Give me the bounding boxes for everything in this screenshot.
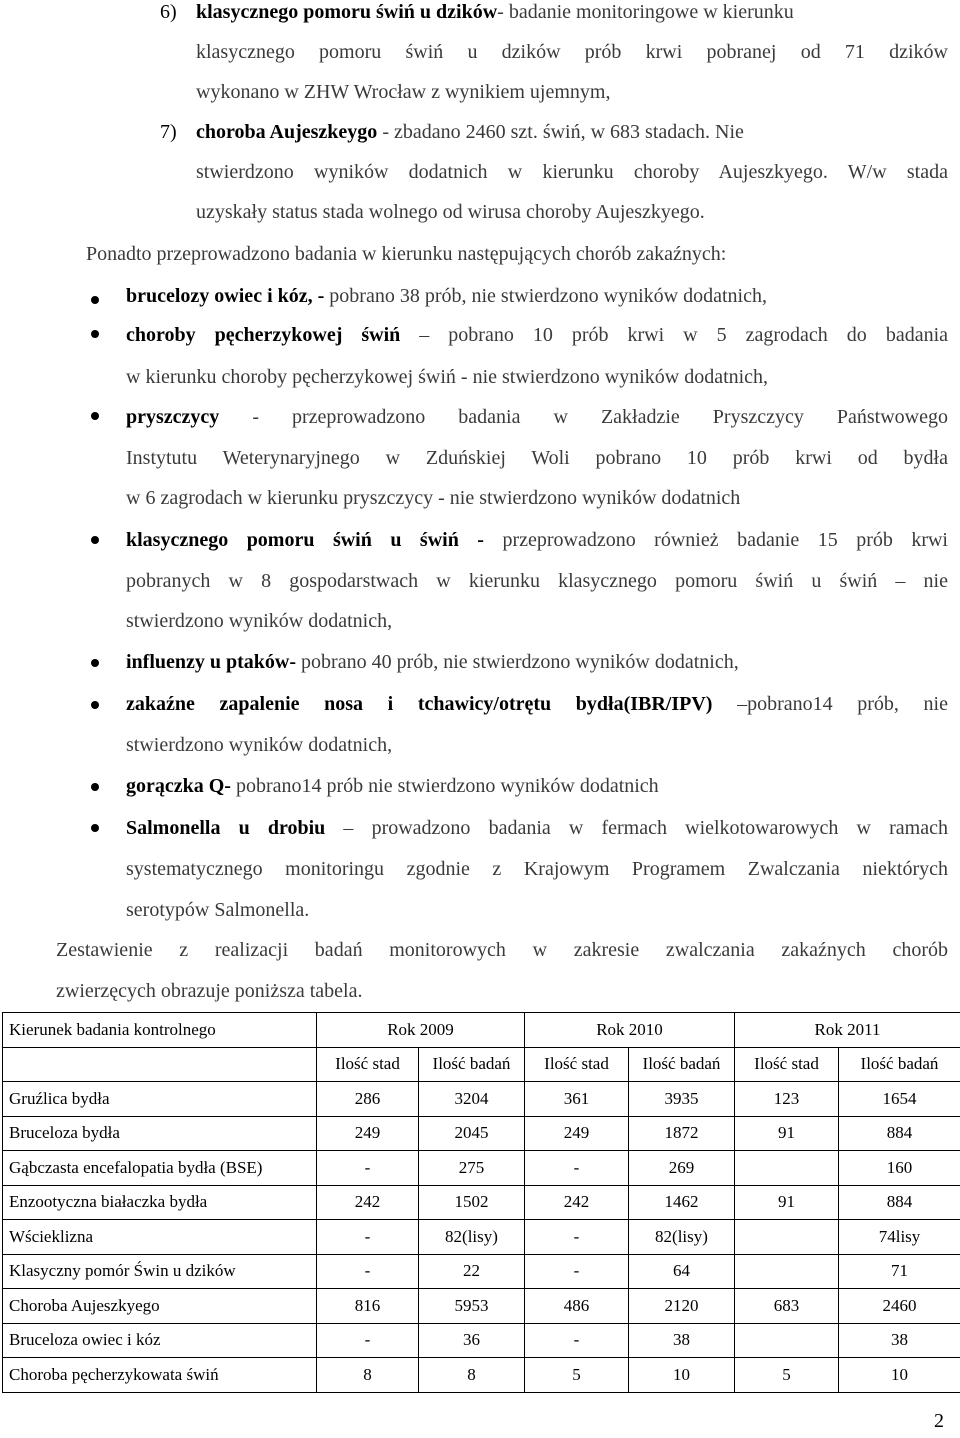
bullet-4-line-2: pobranych w 8 gospodarstwach w kierunku klasycznego pomoru świń u świń – nie xyxy=(126,570,948,592)
table-subheader-row xyxy=(3,1047,960,1082)
item-6-number: 6) xyxy=(160,1,177,23)
bullet-icon xyxy=(91,296,99,304)
table-row xyxy=(3,1358,960,1393)
bullet-5-line-1 xyxy=(126,650,739,674)
table-cell: - xyxy=(317,1323,419,1358)
table-cell: 1502 xyxy=(419,1185,525,1220)
bullet-icon xyxy=(91,659,99,667)
header-year-2011: Rok 2011 xyxy=(735,1013,960,1048)
table-cell: 249 xyxy=(525,1116,629,1151)
table-cell: 38 xyxy=(839,1323,960,1358)
bullet-2-line-2: w kierunku choroby pęcherzykowej świń - nie stwierdzono wyników dodatnich, xyxy=(126,366,769,388)
table-cell: 82(lisy) xyxy=(629,1220,735,1255)
bullet-8-text: – prowadzono badania w fermach wielkotowarowych w ramach xyxy=(325,817,948,839)
subheader-cell: Ilość badań xyxy=(419,1047,525,1082)
table-cell: 3935 xyxy=(629,1082,735,1117)
table-cell: 242 xyxy=(317,1185,419,1220)
item-7-line-1 xyxy=(196,120,744,144)
table-cell xyxy=(735,1151,839,1186)
row-label: Enzootyczna białaczka bydła xyxy=(3,1185,317,1220)
bullet-icon xyxy=(91,536,99,544)
table-row xyxy=(3,1151,960,1186)
bullet-8-line-3: serotypów Salmonella. xyxy=(126,899,310,921)
bullet-2-bold: choroby pęcherzykowej świń xyxy=(126,324,401,346)
bullet-8-bold: Salmonella u drobiu xyxy=(126,817,326,839)
row-label: Bruceloza bydła xyxy=(3,1116,317,1151)
table-cell: 123 xyxy=(735,1082,839,1117)
row-label: Klasyczny pomór Świn u dzików xyxy=(3,1254,317,1289)
bullet-1-bold: brucelozy owiec i kóz, - xyxy=(126,285,325,307)
bullet-8-line-2: systematycznego monitoringu zgodnie z Krajowym Programem Zwalczania niektórych xyxy=(126,858,948,880)
item-6-line-1 xyxy=(196,0,794,24)
table-header-row xyxy=(3,1013,960,1048)
table-row xyxy=(3,1289,960,1324)
item-7-bold: choroba Aujeszkeygo xyxy=(196,121,378,143)
bullet-7-bold: gorączka Q- xyxy=(126,775,231,797)
table-cell: - xyxy=(317,1254,419,1289)
table-cell: 64 xyxy=(629,1254,735,1289)
row-label: Bruceloza owiec i kóz xyxy=(3,1323,317,1358)
table-cell: 8 xyxy=(419,1358,525,1393)
bullet-icon xyxy=(91,701,99,709)
table-cell: 10 xyxy=(839,1358,960,1393)
bullet-2-line-1 xyxy=(126,323,948,347)
bullet-6-line-2: stwierdzono wyników dodatnich, xyxy=(126,734,393,756)
table-cell: 884 xyxy=(839,1185,960,1220)
subheader-cell: Ilość badań xyxy=(839,1047,960,1082)
intro-paragraph: Ponadto przeprowadzono badania w kierunku następujących chorób zakaźnych: xyxy=(86,243,727,265)
bullet-7-line-1 xyxy=(126,774,659,798)
table-cell: 5953 xyxy=(419,1289,525,1324)
table-cell: - xyxy=(525,1254,629,1289)
table-cell: - xyxy=(317,1151,419,1186)
table-cell: 269 xyxy=(629,1151,735,1186)
bullet-icon xyxy=(91,783,99,791)
item-7-line-2: stwierdzono wyników dodatnich w kierunku choroby Aujeszkyego. W/w stada xyxy=(196,161,948,183)
table-cell: 5 xyxy=(735,1358,839,1393)
table-cell: 816 xyxy=(317,1289,419,1324)
bullet-4-text: przeprowadzono również badanie 15 prób krwi xyxy=(483,529,948,551)
table-cell: 36 xyxy=(419,1323,525,1358)
table-cell: 1462 xyxy=(629,1185,735,1220)
header-year-2010: Rok 2010 xyxy=(525,1013,735,1048)
row-label: Choroba pęcherzykowata świń xyxy=(3,1358,317,1393)
bullet-1-line-1 xyxy=(126,284,767,308)
table-cell: 22 xyxy=(419,1254,525,1289)
table-row xyxy=(3,1220,960,1255)
bullet-7-text: pobrano14 prób nie stwierdzono wyników dodatnich xyxy=(230,775,659,797)
table-cell: 38 xyxy=(629,1323,735,1358)
table-cell: 74lisy xyxy=(839,1220,960,1255)
item-6-bold: klasycznego pomoru świń u dzików xyxy=(196,1,498,23)
bullet-3-line-3: w 6 zagrodach w kierunku pryszczycy - nie stwierdzono wyników dodatnich xyxy=(126,487,741,509)
header-research-direction: Kierunek badania kontrolnego xyxy=(3,1013,317,1048)
table-cell: 2120 xyxy=(629,1289,735,1324)
bullet-2-text: – pobrano 10 prób krwi w 5 zagrodach do badania xyxy=(400,324,949,346)
table-cell: 286 xyxy=(317,1082,419,1117)
bullet-icon xyxy=(91,412,99,420)
table-row xyxy=(3,1116,960,1151)
table-cell: 1872 xyxy=(629,1116,735,1151)
table-cell: 82(lisy) xyxy=(419,1220,525,1255)
table-cell: 884 xyxy=(839,1116,960,1151)
bullet-5-bold: influenzy u ptaków- xyxy=(126,651,297,673)
bullet-6-line-1 xyxy=(126,692,948,716)
bullet-4-line-3: stwierdzono wyników dodatnich, xyxy=(126,610,393,632)
bullet-3-text: - przeprowadzono badania w Zakładzie Pryszczycy Państwowego xyxy=(219,406,948,428)
table-cell: - xyxy=(525,1220,629,1255)
item-7-line-3: uzyskały status stada wolnego od wirusa choroby Aujeszkyego. xyxy=(196,201,705,223)
table-cell: 1654 xyxy=(839,1082,960,1117)
table-row xyxy=(3,1254,960,1289)
item-6-line-3: wykonano w ZHW Wrocław z wynikiem ujemnym, xyxy=(196,81,611,103)
table-cell: 71 xyxy=(839,1254,960,1289)
item-6-rest: - badanie monitoringowe w kierunku xyxy=(497,1,794,23)
table-row xyxy=(3,1082,960,1117)
table-cell: 2045 xyxy=(419,1116,525,1151)
summary-line-1: Zestawienie z realizacji badań monitorowych w zakresie zwalczania zakaźnych chorób xyxy=(56,939,948,961)
bullet-6-bold: zakaźne zapalenie nosa i tchawicy/otrętu bydła(IBR/IPV) xyxy=(126,693,713,715)
item-6-line-2: klasycznego pomoru świń u dzików prób krwi pobranej od 71 dzików xyxy=(196,41,948,63)
bullet-3-line-1 xyxy=(126,405,948,429)
table-cell: - xyxy=(525,1151,629,1186)
row-label: Gruźlica bydła xyxy=(3,1082,317,1117)
table-cell: - xyxy=(525,1323,629,1358)
subheader-cell: Ilość stad xyxy=(317,1047,419,1082)
table-cell: 160 xyxy=(839,1151,960,1186)
table-cell: 91 xyxy=(735,1185,839,1220)
bullet-3-bold: pryszczycy xyxy=(126,406,220,428)
item-7-rest: - zbadano 2460 szt. świń, w 683 stadach. Nie xyxy=(377,121,744,143)
bullet-3-line-2: Instytutu Weterynaryjnego w Zduńskiej Woli pobrano 10 prób krwi od bydła xyxy=(126,447,948,469)
table-cell xyxy=(735,1254,839,1289)
table-cell: 2460 xyxy=(839,1289,960,1324)
subheader-cell: Ilość stad xyxy=(735,1047,839,1082)
row-label: Choroba Aujeszkyego xyxy=(3,1289,317,1324)
subheader-cell: Ilość stad xyxy=(525,1047,629,1082)
header-year-2009: Rok 2009 xyxy=(317,1013,525,1048)
table-cell: 486 xyxy=(525,1289,629,1324)
bullet-1-text: pobrano 38 prób, nie stwierdzono wyników dodatnich, xyxy=(324,285,767,307)
table-row xyxy=(3,1323,960,1358)
table-cell: 10 xyxy=(629,1358,735,1393)
table-cell: 683 xyxy=(735,1289,839,1324)
table-cell: 8 xyxy=(317,1358,419,1393)
subheader-cell: Ilość badań xyxy=(629,1047,735,1082)
item-7-number: 7) xyxy=(160,121,177,143)
table-cell: 5 xyxy=(525,1358,629,1393)
subheader-empty xyxy=(3,1047,317,1082)
bullet-icon xyxy=(91,330,99,338)
bullet-8-line-1 xyxy=(126,816,948,840)
summary-line-2: zwierzęcych obrazuje poniższa tabela. xyxy=(56,980,363,1002)
table-cell xyxy=(735,1323,839,1358)
monitoring-table xyxy=(2,1012,960,1393)
row-label: Gąbczasta encefalopatia bydła (BSE) xyxy=(3,1151,317,1186)
table-cell xyxy=(735,1220,839,1255)
bullet-icon xyxy=(91,824,99,832)
bullet-6-text: –pobrano14 prób, nie xyxy=(712,693,948,715)
table-cell: 3204 xyxy=(419,1082,525,1117)
table-cell: - xyxy=(317,1220,419,1255)
page-number: 2 xyxy=(934,1410,944,1432)
table-cell: 91 xyxy=(735,1116,839,1151)
table-cell: 275 xyxy=(419,1151,525,1186)
table-row xyxy=(3,1185,960,1220)
table-cell: 242 xyxy=(525,1185,629,1220)
bullet-4-line-1 xyxy=(126,528,948,552)
bullet-5-text: pobrano 40 prób, nie stwierdzono wyników dodatnich, xyxy=(296,651,739,673)
table-cell: 249 xyxy=(317,1116,419,1151)
row-label: Wścieklizna xyxy=(3,1220,317,1255)
table-body xyxy=(3,1082,960,1393)
table-cell: 361 xyxy=(525,1082,629,1117)
bullet-4-bold: klasycznego pomoru świń u świń - xyxy=(126,529,484,551)
